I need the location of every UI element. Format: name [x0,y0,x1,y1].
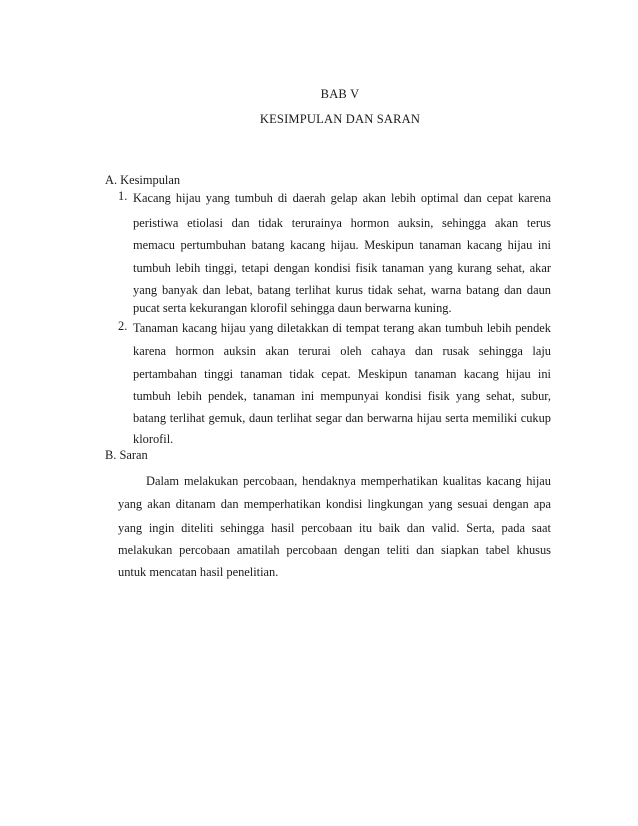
list-item-1-line: memacu pertumbuhan batang kacang hijau. Meskipun tanaman kacang hijau ini [133,238,551,252]
section-b-heading: B. Saran [105,448,148,462]
list-item-1-line: peristiwa etiolasi dan tidak terurainya hormon auksin, sehingga akan terus [133,216,551,230]
list-item-2-line: tumbuh lebih pendek, tanaman ini mempunyai kondisi fisik yang sehat, subur, [133,389,551,403]
saran-line: untuk mencatan hasil penelitian. [118,565,279,579]
saran-line: yang ingin diteliti sehingga hasil percobaan itu baik dan valid. Serta, pada saat [118,521,551,535]
list-item-2-line: karena hormon auksin akan terurai oleh cahaya dan rusak sehingga laju [133,344,551,358]
list-item-1-line: Kacang hijau yang tumbuh di daerah gelap akan lebih optimal dan cepat karena [133,191,551,205]
section-a-heading: A. Kesimpulan [105,173,181,187]
chapter-title: BAB V [320,87,360,101]
saran-line: yang akan ditanam dan memperhatikan kondisi lingkungan yang sesuai dengan apa [118,497,551,511]
list-item-1-line: pucat serta kekurangan klorofil sehingga daun berwarna kuning. [133,301,452,315]
list-item-1-number: 1. [118,189,128,203]
saran-line: Dalam melakukan percobaan, hendaknya memperhatikan kualitas kacang hijau [146,474,551,488]
list-item-2-line: klorofil. [133,432,174,446]
list-item-1-line: tumbuh lebih tinggi, tetapi dengan kondisi fisik tanaman yang kurang sehat, akar [133,261,551,275]
list-item-2-line: Tanaman kacang hijau yang diletakkan di tempat terang akan tumbuh lebih pendek [133,321,551,335]
list-item-2-line: pertambahan tinggi tanaman tidak cepat. Meskipun tanaman kacang hijau ini [133,367,551,381]
saran-line: melakukan percobaan amatilah percobaan dengan teliti dan siapkan tabel khusus [118,543,551,557]
chapter-subtitle: KESIMPULAN DAN SARAN [259,112,421,126]
list-item-2-number: 2. [118,319,128,333]
list-item-2-line: batang terlihat gemuk, daun terlihat segar dan berwarna hijau serta memiliki cukup [133,411,551,425]
list-item-1-line: yang banyak dan lebat, batang terlihat kurus tidak sehat, warna batang dan daun [133,283,551,297]
